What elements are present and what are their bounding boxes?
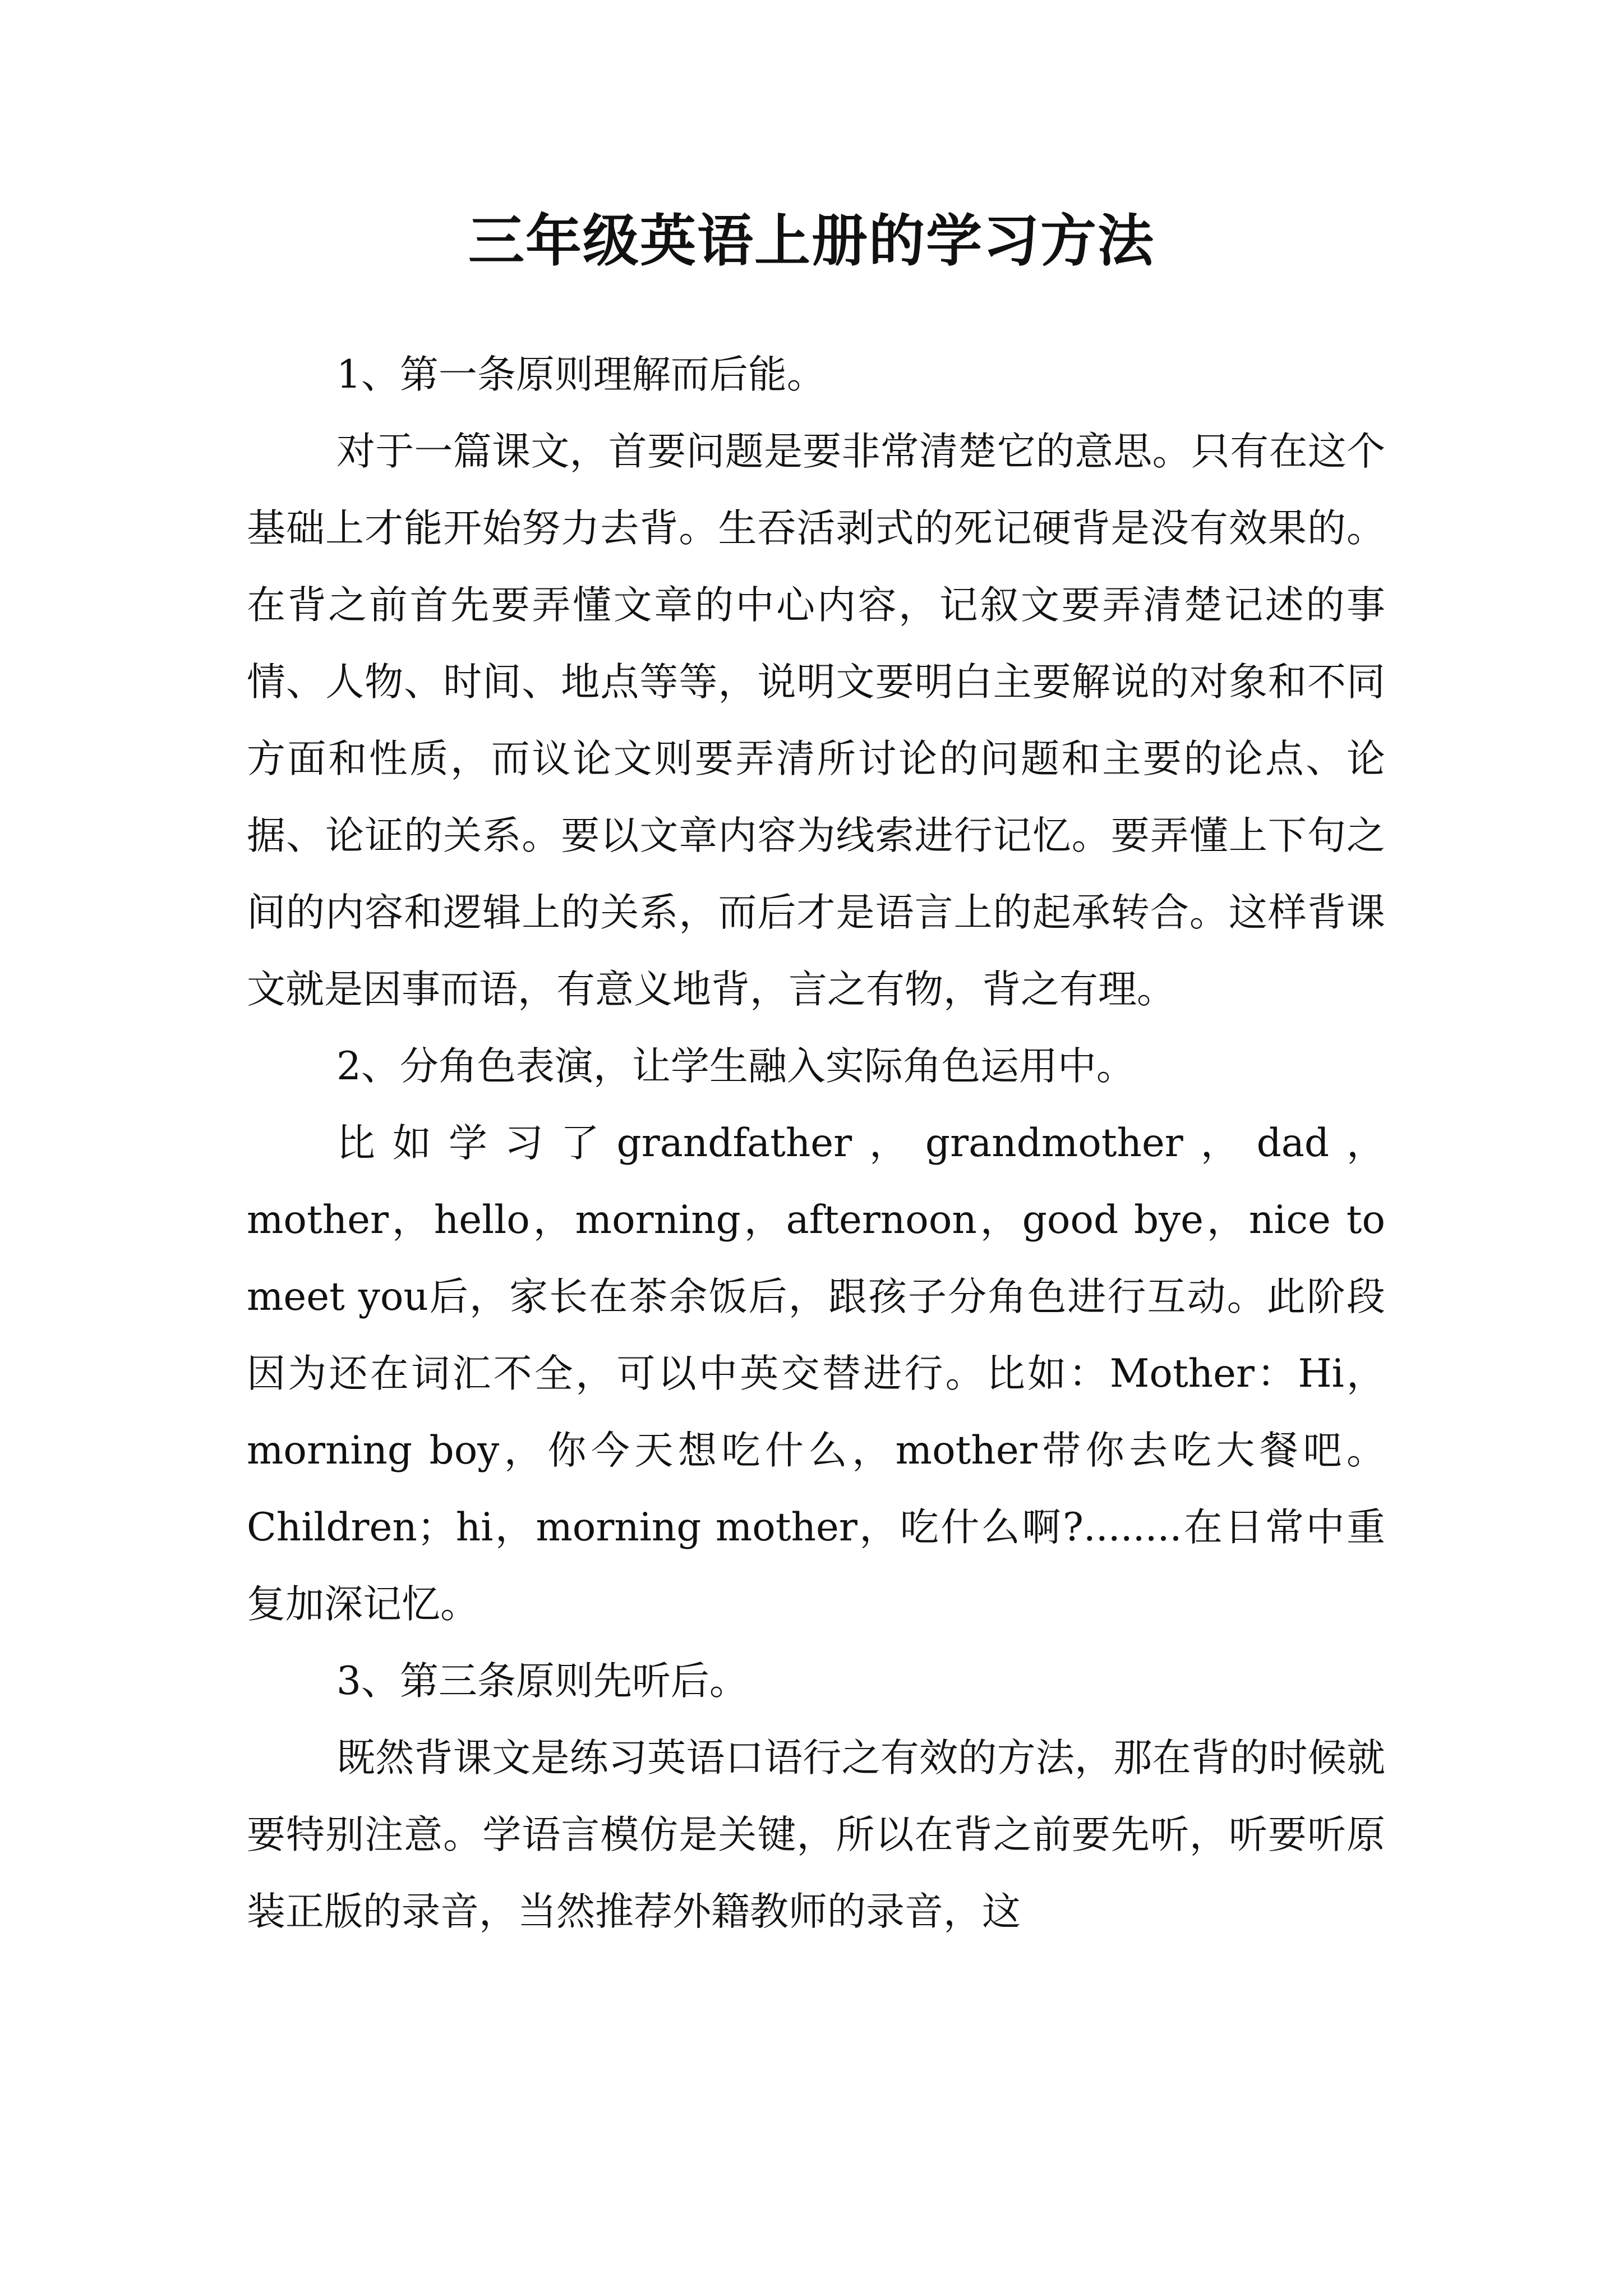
document-body xyxy=(247,337,1385,1950)
section-heading-1: 1、第一条原则理解而后能。 xyxy=(336,352,826,397)
page-title: 三年级英语上册的学习方法 xyxy=(468,208,1155,274)
body-paragraph-3: 既然背课文是练习英语口语行之有效的方法，那在背的时候就要特别注意。学语言模仿是关键，所以在背之前要先听，听要听原装正版的录音，当然推荐外籍教师的录音，这 xyxy=(247,1736,1385,1934)
body-paragraph-2: 比如学习了grandfather，grandmother，dad，mother，hello，morning，afternoon，good bye，nice to meet you后，家长在茶余饭后，跟孩子分角色进行互动。此阶段因为还在词汇不全，可以中英交替进行。比如：Mother：Hi，morning boy，你今天想吃什么，mother带你去吃大餐吧。 Children；hi，morning mother，吃什么啊?........在日常中重复加深记忆。 xyxy=(247,1121,1385,1627)
section-heading-3: 3、第三条原则先听后。 xyxy=(336,1659,748,1704)
section-heading-2: 2、分角色表演，让学生融入实际角色运用中。 xyxy=(336,1044,1135,1089)
body-paragraph-1: 对于一篇课文，首要问题是要非常清楚它的意思。只有在这个基础上才能开始努力去背。生吞活剥式的死记硬背是没有效果的。在背之前首先要弄懂文章的中心内容，记叙文要弄清楚记述的事情、人物、时间、地点等等，说明文要明白主要解说的对象和不同方面和性质，而议论文则要弄清所讨论的问题和主要的论点、论据、论证的关系。要以文章内容为线索进行记忆。要弄懂上下句之间的内容和逻辑上的关系，而后才是语言上的起承转合。这样背课文就是因事而语，有意义地背，言之有物，背之有理。 xyxy=(247,429,1385,1012)
